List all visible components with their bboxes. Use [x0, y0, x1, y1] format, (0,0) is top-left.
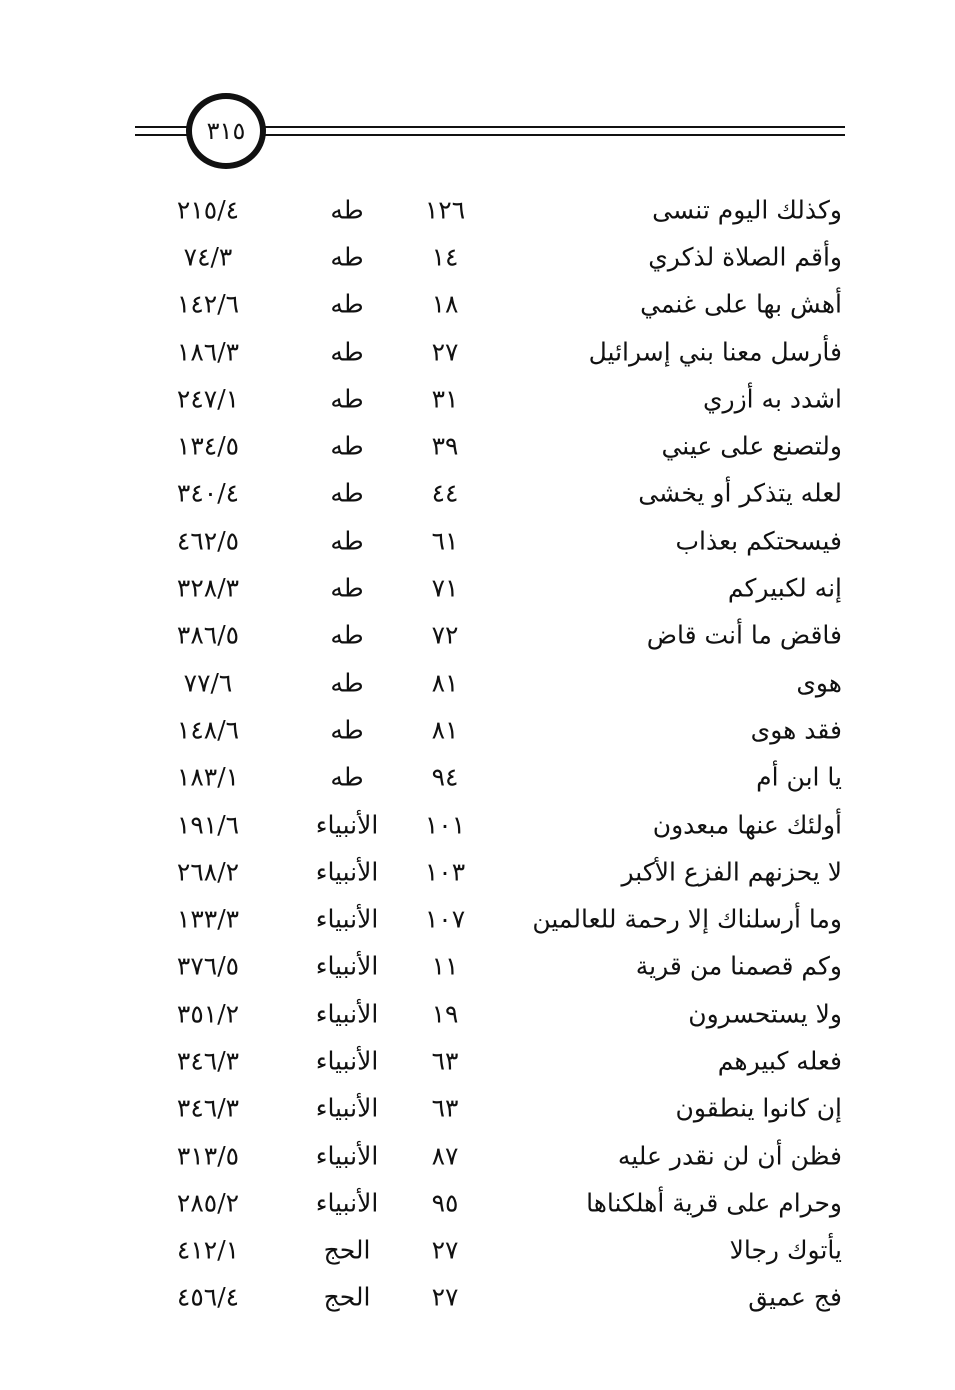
surah-name: طه	[330, 195, 364, 225]
surah-name: طه	[330, 478, 364, 508]
volume-page-reference: ٣٤٠/٤	[176, 478, 240, 508]
volume-page-reference: ٣٨٦/٥	[176, 620, 240, 650]
verse-phrase: فاقض ما أنت قاض	[646, 620, 842, 650]
verse-phrase: فظن أن لن نقدر عليه	[617, 1141, 842, 1171]
surah-name: الحج	[323, 1235, 371, 1265]
verse-phrase: وحرام على قرية أهلكناها	[586, 1188, 842, 1218]
verse-phrase: فعله كبيرهم	[717, 1046, 842, 1076]
volume-page-reference: ٢٤٧/١	[176, 384, 240, 414]
verse-phrase: هوى	[796, 668, 842, 698]
surah-name: الأنبياء	[315, 857, 379, 887]
verse-phrase: إن كانوا ينطقون	[675, 1093, 842, 1123]
table-row	[0, 990, 955, 1037]
verse-number: ٨١	[431, 668, 459, 698]
table-row	[0, 1179, 955, 1226]
table-row	[0, 1274, 955, 1321]
surah-name: الأنبياء	[315, 904, 379, 934]
table-row	[0, 754, 955, 801]
verse-phrase: اشدد به أزري	[702, 384, 842, 414]
verse-phrase: ولتصنع على عيني	[661, 431, 842, 461]
table-row	[0, 659, 955, 706]
volume-page-reference: ٢١٥/٤	[176, 195, 240, 225]
volume-page-reference: ١٤٨/٦	[176, 715, 240, 745]
volume-page-reference: ١٩١/٦	[176, 810, 240, 839]
surah-name: الأنبياء	[315, 951, 379, 981]
verse-phrase: فقد هوى	[750, 715, 842, 745]
volume-page-reference: ١٣٤/٥	[176, 431, 240, 461]
verse-number: ٩٤	[431, 762, 459, 792]
verse-index-table	[0, 186, 955, 1321]
verse-phrase: فيسحتكم بعذاب	[675, 526, 842, 556]
table-row	[0, 281, 955, 328]
table-row	[0, 233, 955, 280]
table-row	[0, 706, 955, 753]
volume-page-reference: ٣٤٦/٣	[176, 1046, 240, 1076]
verse-number: ١٠١	[424, 810, 466, 839]
surah-name: الأنبياء	[315, 999, 379, 1029]
verse-phrase: لا يحزنهم الفزع الأكبر	[621, 857, 842, 887]
volume-page-reference: ٤٥٦/٤	[176, 1282, 240, 1312]
verse-phrase: فج عميق	[748, 1282, 842, 1312]
surah-name: طه	[330, 526, 364, 556]
verse-phrase: فأرسل معنا بني إسرائيل	[588, 337, 842, 367]
verse-number: ٧٢	[431, 620, 459, 650]
table-row	[0, 328, 955, 375]
table-row	[0, 564, 955, 611]
volume-page-reference: ٤١٢/١	[176, 1235, 240, 1265]
verse-number: ١٠٧	[424, 904, 466, 934]
table-row	[0, 1085, 955, 1132]
surah-name: الأنبياء	[315, 1093, 379, 1123]
verse-phrase: أولئك عنها مبعدون	[652, 810, 842, 839]
verse-number: ٢٧	[431, 1235, 459, 1265]
verse-number: ٢٧	[431, 1282, 459, 1312]
volume-page-reference: ٧٧/٦	[183, 668, 233, 698]
table-row	[0, 1037, 955, 1084]
verse-phrase: إنه لكبيركم	[727, 573, 842, 603]
page-number-badge	[186, 93, 266, 169]
surah-name: طه	[330, 337, 364, 367]
surah-name: الحج	[323, 1282, 371, 1312]
surah-name: طه	[330, 384, 364, 414]
volume-page-reference: ١٤٢/٦	[176, 289, 240, 319]
verse-number: ٢٧	[431, 337, 459, 367]
surah-name: طه	[330, 715, 364, 745]
verse-number: ٦١	[431, 526, 459, 556]
table-row	[0, 801, 955, 848]
table-row	[0, 848, 955, 895]
verse-phrase: أهش بها على غنمي	[640, 289, 842, 319]
verse-number: ٩٥	[431, 1188, 459, 1218]
verse-number: ١٩	[431, 999, 459, 1029]
verse-number: ١٠٣	[424, 857, 466, 887]
table-row	[0, 612, 955, 659]
table-row	[0, 186, 955, 233]
verse-phrase: لعله يتذكر أو يخشى	[638, 478, 842, 508]
surah-name: طه	[330, 431, 364, 461]
table-row	[0, 895, 955, 942]
verse-number: ٨١	[431, 715, 459, 745]
verse-phrase: وأقم الصلاة لذكري	[648, 242, 842, 272]
surah-name: طه	[330, 620, 364, 650]
verse-number: ٦٣	[431, 1046, 459, 1076]
page-number: ٣١٥	[206, 117, 246, 145]
verse-number: ٨٧	[431, 1141, 459, 1171]
volume-page-reference: ٢٦٨/٢	[176, 857, 240, 887]
surah-name: طه	[330, 762, 364, 792]
surah-name: طه	[330, 573, 364, 603]
table-row	[0, 375, 955, 422]
volume-page-reference: ٧٤/٣	[183, 242, 233, 272]
verse-phrase: يأتوك رجالا	[729, 1235, 842, 1265]
volume-page-reference: ٣٢٨/٣	[176, 573, 240, 603]
surah-name: الأنبياء	[315, 1188, 379, 1218]
surah-name: طه	[330, 668, 364, 698]
verse-number: ٧١	[431, 573, 459, 603]
verse-number: ١٤	[431, 242, 459, 272]
verse-phrase: وكم قصمنا من قرية	[635, 951, 842, 981]
surah-name: الأنبياء	[315, 1141, 379, 1171]
volume-page-reference: ٤٦٢/٥	[176, 526, 240, 556]
volume-page-reference: ٢٨٥/٢	[176, 1188, 240, 1218]
surah-name: الأنبياء	[315, 1046, 379, 1076]
volume-page-reference: ٣٥١/٢	[176, 999, 240, 1029]
surah-name: الأنبياء	[315, 810, 379, 839]
verse-phrase: ولا يستحسرون	[688, 999, 842, 1029]
verse-number: ١١	[431, 951, 459, 981]
table-row	[0, 422, 955, 469]
volume-page-reference: ١٨٦/٣	[176, 337, 240, 367]
verse-phrase: يا ابن أم	[756, 762, 842, 792]
table-row	[0, 943, 955, 990]
verse-phrase: وما أرسلناك إلا رحمة للعالمين	[532, 904, 842, 934]
verse-number: ٤٤	[431, 478, 459, 508]
verse-phrase: وكذلك اليوم تنسى	[652, 195, 842, 225]
volume-page-reference: ١٨٣/١	[176, 762, 240, 792]
verse-number: ١٢٦	[424, 195, 466, 225]
volume-page-reference: ١٣٣/٣	[176, 904, 240, 934]
table-row	[0, 470, 955, 517]
table-row	[0, 1132, 955, 1179]
table-row	[0, 1227, 955, 1274]
volume-page-reference: ٣١٣/٥	[176, 1141, 240, 1171]
verse-number: ٦٣	[431, 1093, 459, 1123]
volume-page-reference: ٣٧٦/٥	[176, 951, 240, 981]
page-header	[0, 0, 955, 190]
surah-name: طه	[330, 242, 364, 272]
verse-number: ١٨	[431, 289, 459, 319]
table-row	[0, 517, 955, 564]
verse-number: ٣١	[431, 384, 459, 414]
surah-name: طه	[330, 289, 364, 319]
verse-number: ٣٩	[431, 431, 459, 461]
volume-page-reference: ٣٤٦/٣	[176, 1093, 240, 1123]
